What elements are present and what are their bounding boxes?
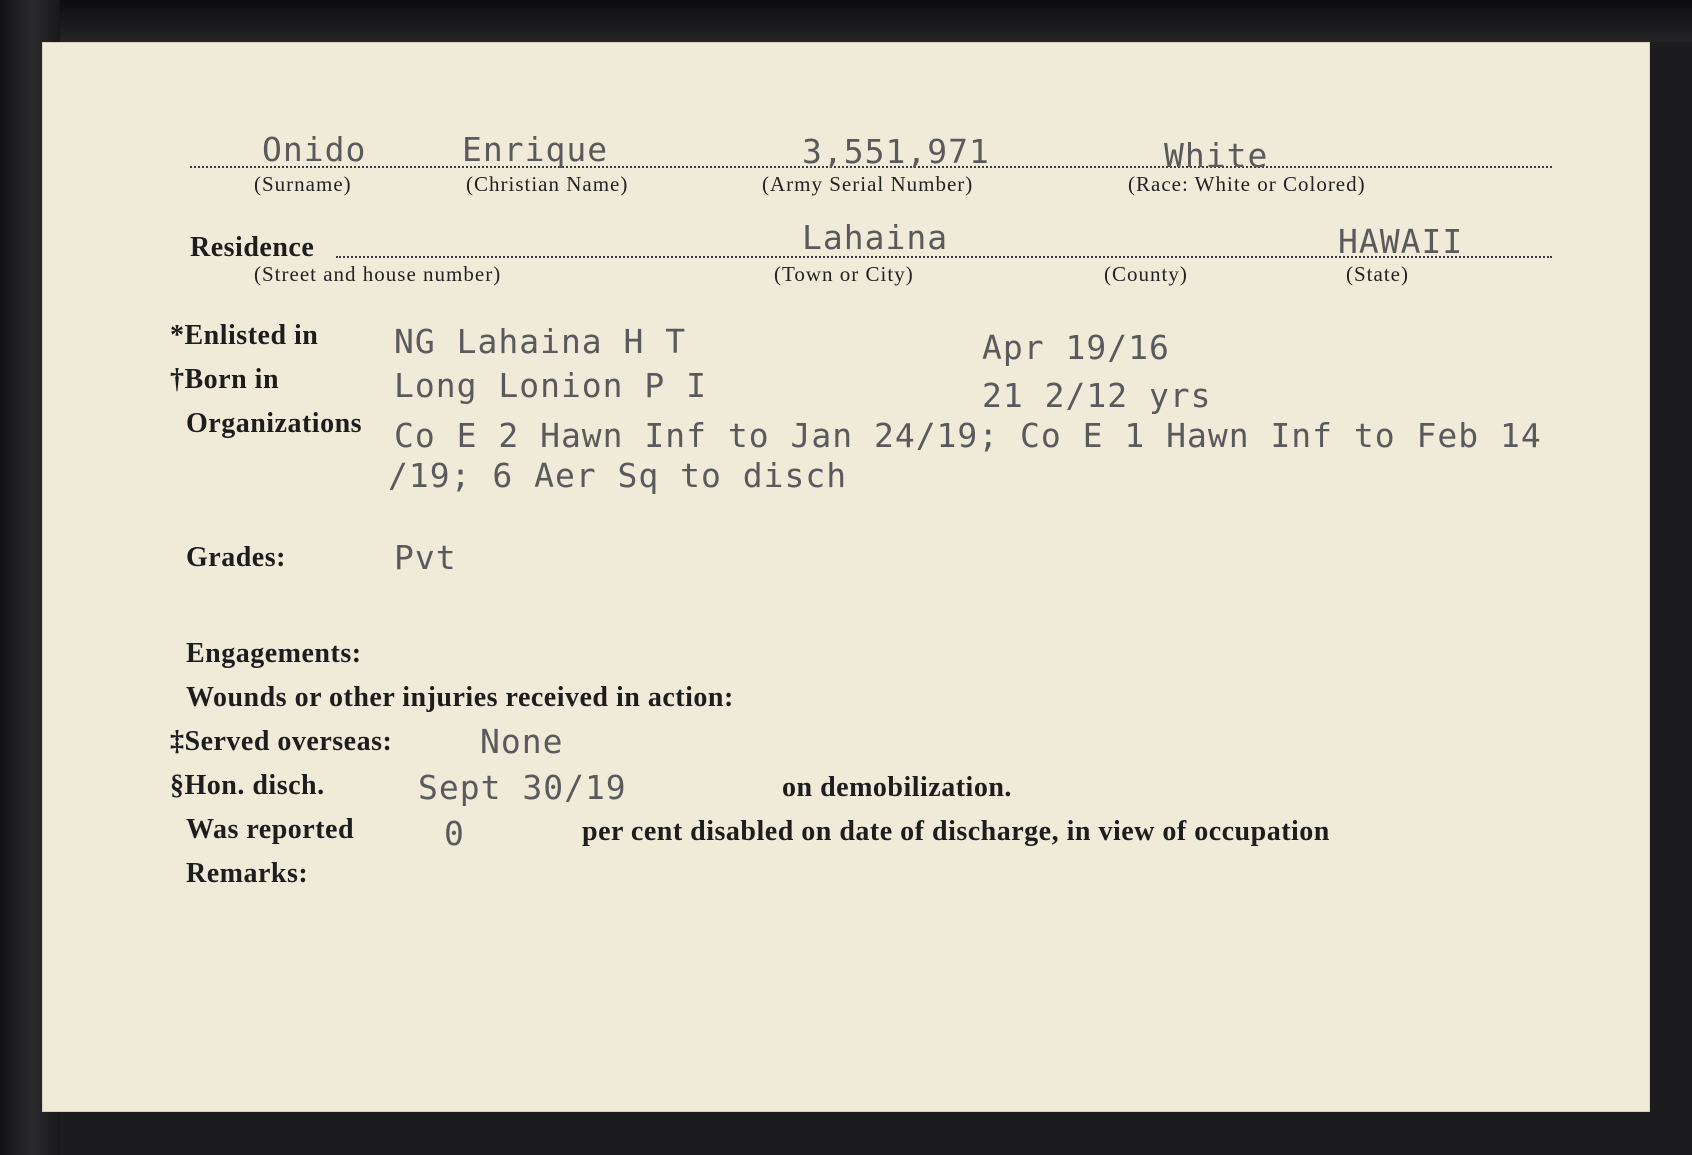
caption-state: (State) xyxy=(1346,262,1409,286)
caption-christian-name: (Christian Name) xyxy=(466,172,629,196)
overseas-value: None xyxy=(480,722,564,761)
reported-suffix: per cent disabled on date of discharge, in view of occupation xyxy=(582,816,1330,847)
caption-county: (County) xyxy=(1104,262,1188,286)
discharge-date: Sept 30/19 xyxy=(418,768,627,807)
discharge-suffix: on demobilization. xyxy=(782,772,1012,803)
organizations-line-2: /19; 6 Aer Sq to disch xyxy=(388,456,848,495)
caption-race: (Race: White or Colored) xyxy=(1128,172,1366,196)
discharge-label: §Hon. disch. xyxy=(170,770,325,801)
remarks-label: Remarks: xyxy=(186,858,309,889)
serial-number-value: 3,551,971 xyxy=(802,132,990,171)
service-record-card xyxy=(42,42,1650,1112)
reported-value: 0 xyxy=(444,814,465,853)
surname-value: Onido xyxy=(262,130,367,169)
reported-label: Was reported xyxy=(186,814,355,845)
race-value: White xyxy=(1164,136,1269,175)
wounds-label: Wounds or other injuries received in action: xyxy=(186,682,734,713)
caption-street: (Street and house number) xyxy=(254,262,502,286)
overseas-label: ‡Served overseas: xyxy=(170,726,393,757)
christian-name-value: Enrique xyxy=(462,130,609,169)
enlisted-value: NG Lahaina H T xyxy=(394,322,687,361)
caption-serial-number: (Army Serial Number) xyxy=(762,172,974,196)
engagements-label: Engagements: xyxy=(186,638,362,669)
enlisted-date: Apr 19/16 xyxy=(982,328,1170,367)
enlisted-label: *Enlisted in xyxy=(170,320,319,351)
age-value: 21 2/12 yrs xyxy=(982,376,1212,415)
born-label: †Born in xyxy=(170,364,280,395)
grades-label: Grades: xyxy=(186,542,286,573)
state-value: HAWAII xyxy=(1338,222,1464,261)
born-value: Long Lonion P I xyxy=(394,366,708,405)
grades-value: Pvt xyxy=(394,538,457,577)
residence-label: Residence xyxy=(190,232,315,263)
caption-surname: (Surname) xyxy=(254,172,352,196)
town-value: Lahaina xyxy=(802,218,949,257)
organizations-label: Organizations xyxy=(186,408,363,439)
binder-top-edge xyxy=(0,0,1692,42)
caption-town: (Town or City) xyxy=(774,262,914,286)
organizations-line-1: Co E 2 Hawn Inf to Jan 24/19; Co E 1 Hawn Inf to Feb 14 xyxy=(394,416,1542,455)
